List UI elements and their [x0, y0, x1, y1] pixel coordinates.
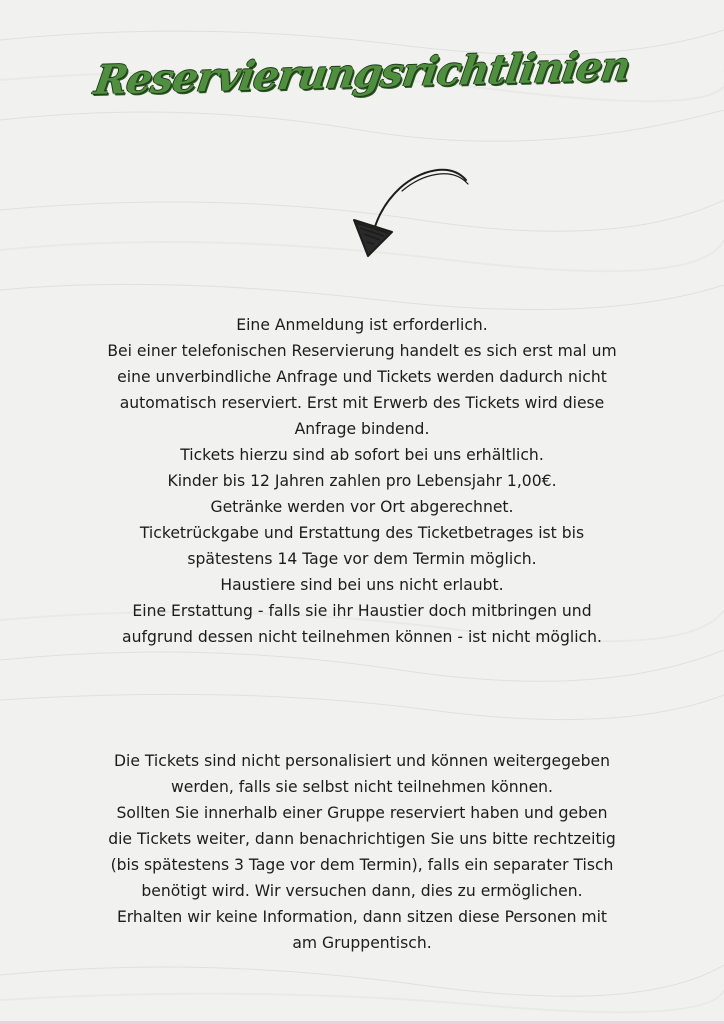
policy-line: Eine Erstattung - falls sie ihr Haustier doch mitbringen und	[132, 602, 592, 620]
policy-line: Sollten Sie innerhalb einer Gruppe reserviert haben und geben	[116, 804, 608, 822]
policy-line: Haustiere sind bei uns nicht erlaubt.	[220, 576, 504, 594]
policy-line: Eine Anmeldung ist erforderlich.	[236, 316, 488, 334]
policy-line: werden, falls sie selbst nicht teilnehmen können.	[170, 778, 554, 796]
policy-line: am Gruppentisch.	[292, 934, 432, 952]
policy-line: (bis spätestens 3 Tage vor dem Termin), falls ein separater Tisch	[110, 856, 614, 874]
page-title: Reservierungsrichtlinien	[91, 42, 633, 105]
reservation-policy-section	[40, 312, 684, 650]
policy-line: Erhalten wir keine Information, dann sitzen diese Personen mit	[116, 908, 608, 926]
policy-line: Die Tickets sind nicht personalisiert und können weitergegeben	[114, 752, 610, 770]
policy-line: spätestens 14 Tage vor dem Termin möglich.	[187, 550, 537, 568]
hand-drawn-arrow-icon	[340, 160, 480, 270]
ticket-transfer-section	[40, 748, 684, 956]
policy-line: die Tickets weiter, dann benachrichtigen Sie uns bitte rechtzeitig	[108, 830, 616, 848]
policy-line: benötigt wird. Wir versuchen dann, dies zu ermöglichen.	[141, 882, 583, 900]
policy-line: Ticketrückgabe und Erstattung des Ticketbetrages ist bis	[139, 524, 585, 542]
policy-line: Bei einer telefonischen Reservierung handelt es sich erst mal um	[107, 342, 617, 360]
policy-line: automatisch reserviert. Erst mit Erwerb des Tickets wird diese	[119, 394, 605, 412]
policy-line: Anfrage bindend.	[294, 420, 430, 438]
policy-line: aufgrund dessen nicht teilnehmen können - ist nicht möglich.	[122, 628, 602, 646]
policy-line: Kinder bis 12 Jahren zahlen pro Lebensjahr 1,00€.	[167, 472, 557, 490]
policy-line: Getränke werden vor Ort abgerechnet.	[210, 498, 514, 516]
policy-line: eine unverbindliche Anfrage und Tickets werden dadurch nicht	[117, 368, 607, 386]
policy-line: Tickets hierzu sind ab sofort bei uns erhältlich.	[180, 446, 544, 464]
